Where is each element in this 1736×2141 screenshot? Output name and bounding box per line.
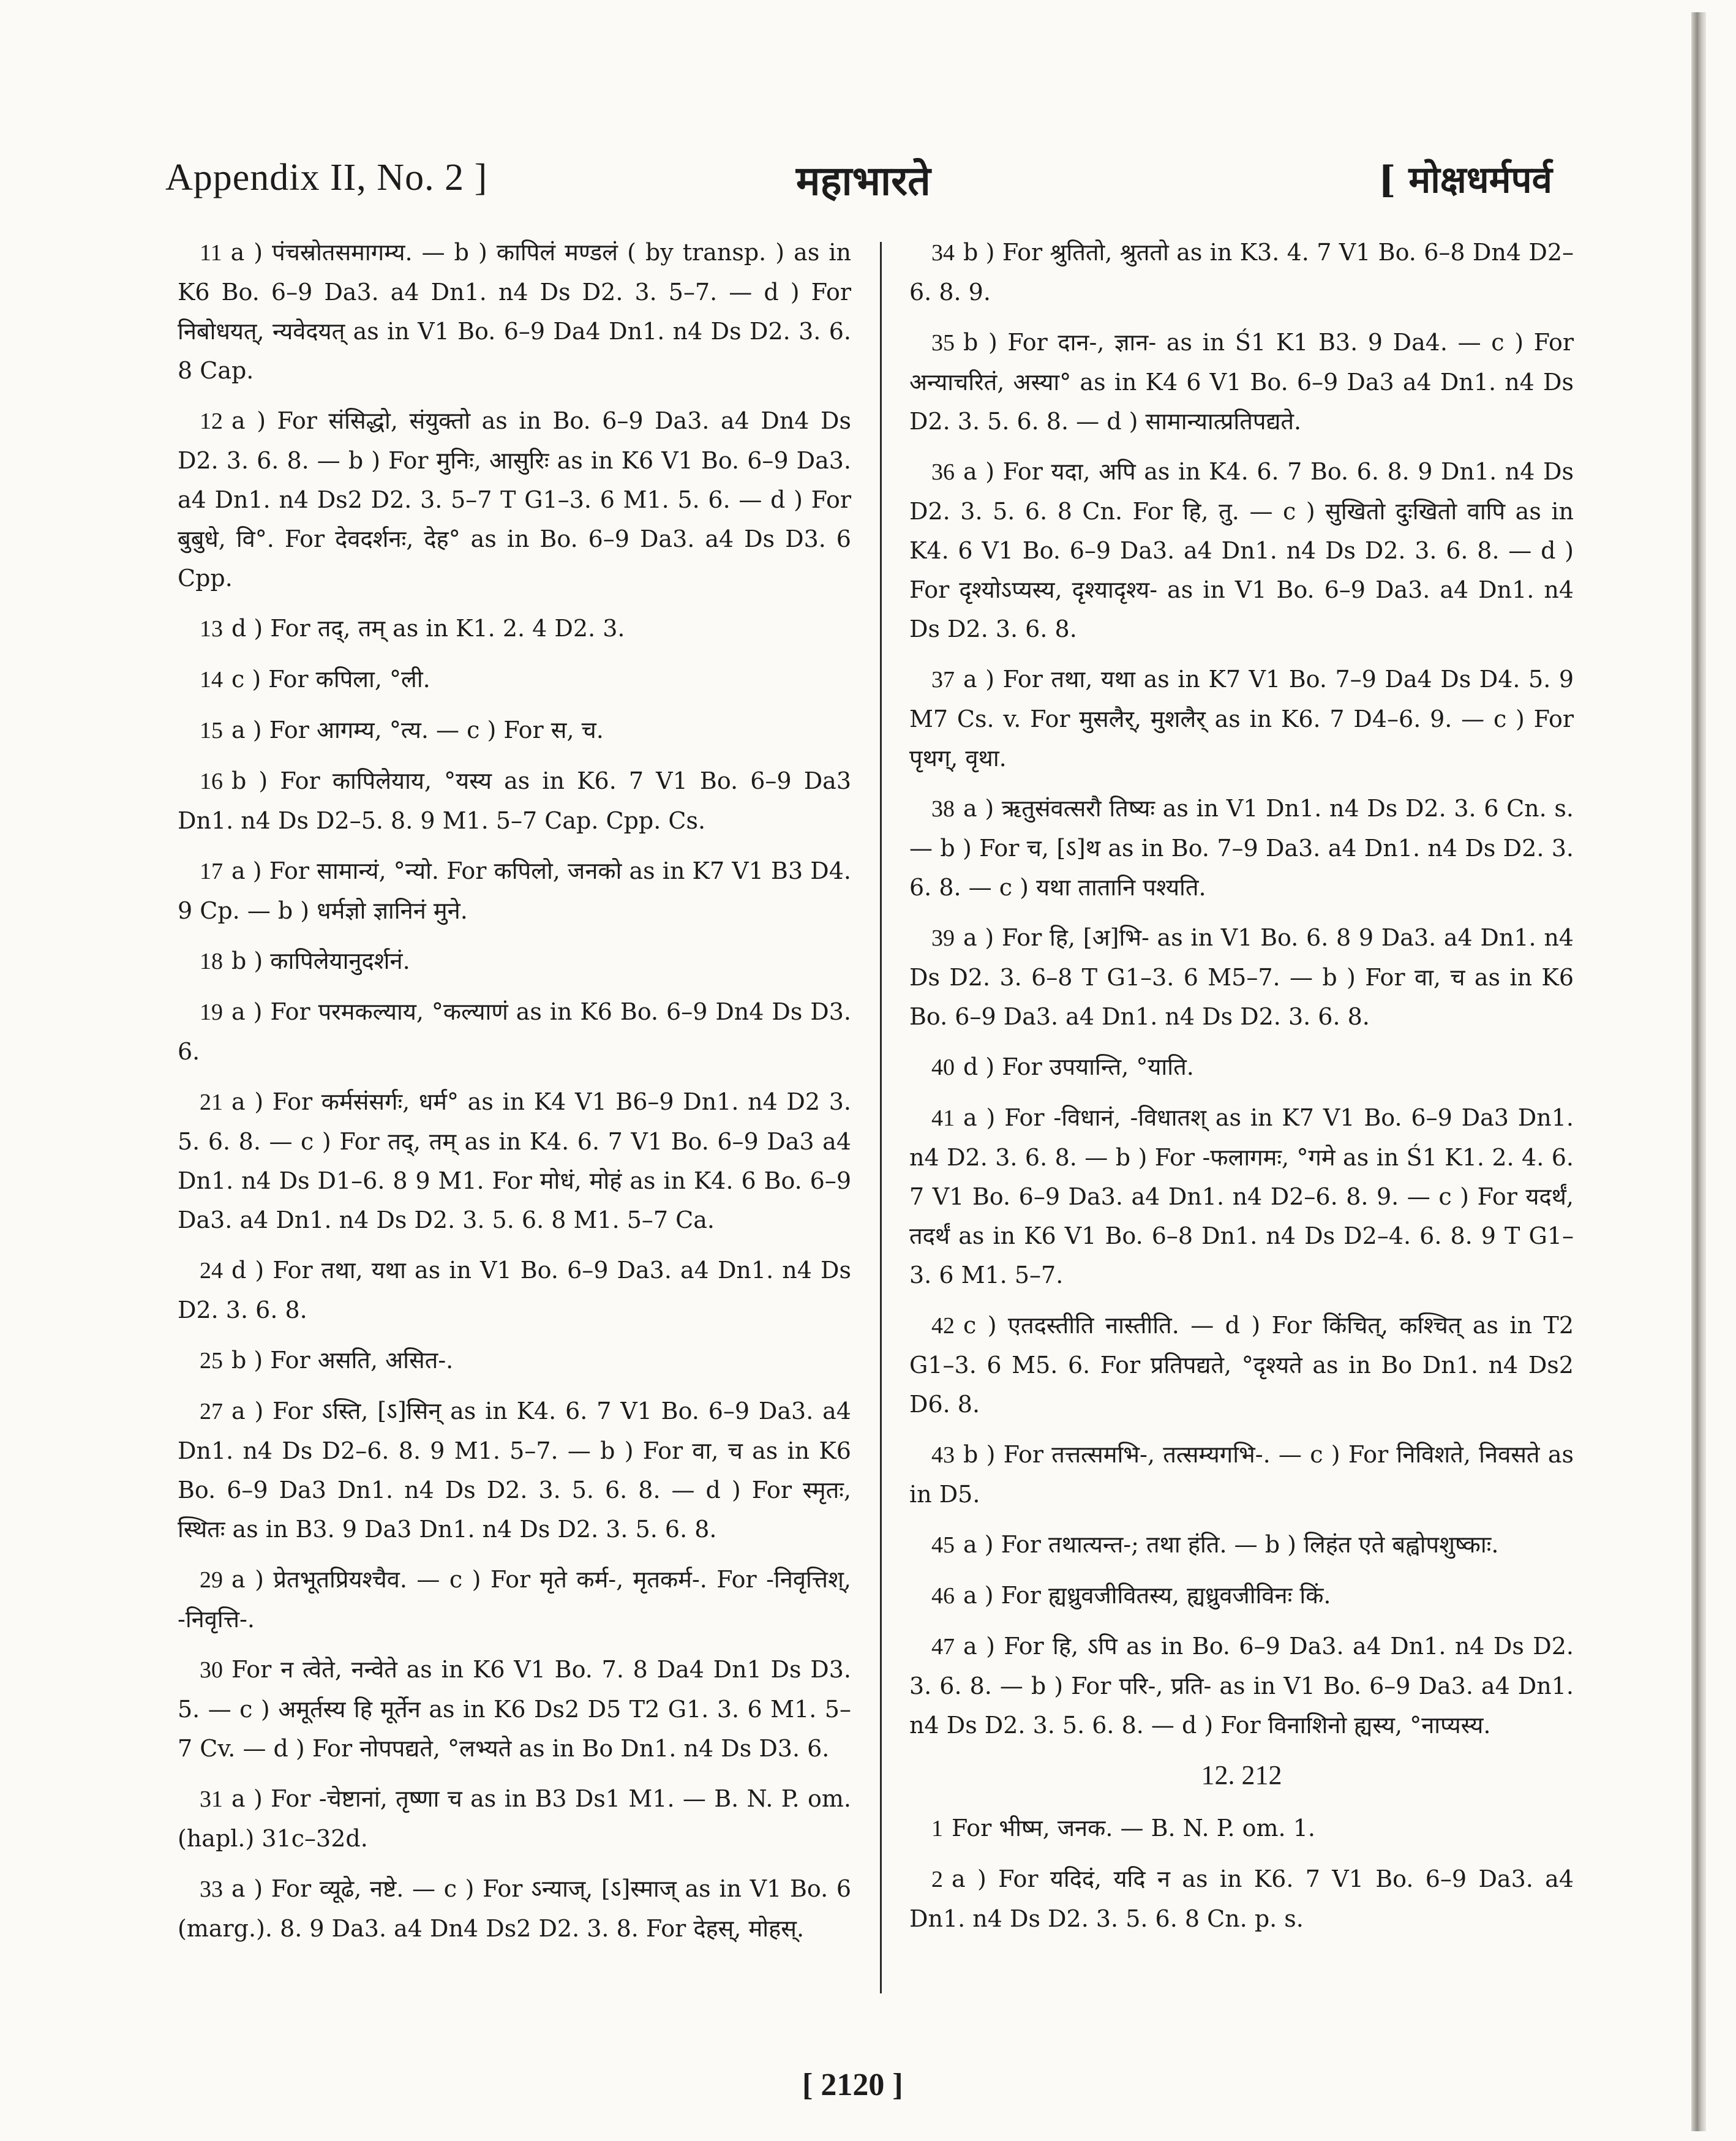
note-entry (178, 1391, 851, 1549)
variant-note: a ) For यदा, अपि as in K4. 6. 7 Bo. 6. 8. 9 Dn1. n4 Ds D2. 3. 5. 6. 8 Cn. For हि, तु. — c ) सुखितो दुःखितो वापि as in K4. 6 V1 Bo. 6–9 Da3. a4 Dn1. n4 Ds D2. 3. 6. 8. — d ) For दृश्योऽप्यस्य, दृश्यादृश्य- as in V1 Bo. 6–9 Da3. a4 Dn1. n4 Ds D2. 3. 6. 8. (909, 458, 1574, 642)
note-entry (178, 1082, 851, 1240)
verse-number: 17 (200, 859, 223, 884)
variant-note: b ) For असति, असित-. (231, 1347, 454, 1374)
verse-number: 13 (200, 616, 223, 642)
note-entry (178, 609, 851, 649)
section-heading: 12. 212 (1201, 1760, 1282, 1790)
note-entry (178, 1341, 851, 1380)
verse-number: 1 (931, 1816, 943, 1842)
note-entry (178, 1650, 851, 1768)
variant-note: a ) For यदिदं, यदि न as in K6. 7 V1 Bo. 6–9 Da3. a4 Dn1. n4 Ds D2. 3. 5. 6. 8 Cn. p. s. (909, 1865, 1574, 1932)
variant-note: a ) For आगम्य, °त्य. — c ) For स, च. (231, 717, 604, 743)
note-entry (909, 1525, 1574, 1565)
note-entry (909, 1047, 1574, 1087)
variant-note: a ) For हि, ऽपि as in Bo. 6–9 Da3. a4 Dn1. n4 Ds D2. 3. 6. 8. — b ) For परि-, प्रति- as in V1 Bo. 6–9 Da3. a4 Dn1. n4 Ds D2. 3. 5. 6. 8. — d ) For विनाशिनो ह्यस्य, °नाप्यस्य. (909, 1633, 1574, 1739)
verse-number: 41 (931, 1105, 955, 1131)
note-entry (178, 992, 851, 1071)
running-head-left: Appendix II, No. 2 ] (165, 157, 488, 198)
variant-note: a ) For तथात्यन्त-; तथा हंति. — b ) लिहंत एते बह्वोपशुष्काः. (963, 1531, 1499, 1558)
left-column (178, 233, 851, 1959)
variant-note: b ) For तत्तत्समभि-, तत्सम्यगभि-. — c ) For निविशते, निवसते as in D5. (909, 1441, 1574, 1508)
page-number: [ 2120 ] (802, 2068, 903, 2102)
note-entry (909, 1306, 1574, 1424)
verse-number: 42 (931, 1313, 955, 1339)
verse-number: 14 (200, 667, 223, 693)
variant-note: a ) For -विधानं, -विधातश् as in K7 V1 Bo. 6–9 Da3 Dn1. n4 D2. 3. 6. 8. — b ) For -फलागमः, °गमे as in Ś1 K1. 2. 4. 6. 7 V1 Bo. 6–9 Da3. a4 Dn1. n4 D2–6. 8. 9. — c ) For यदर्थं, तदर्थं as in K6 V1 Bo. 6–8 Dn1. n4 Ds D2–4. 6. 8. 9 T G1–3. 6 M1. 5–7. (909, 1104, 1574, 1289)
variant-note: For भीष्म, जनक. — B. N. P. om. 1. (952, 1815, 1315, 1842)
variant-note: b ) For श्रुतितो, श्रुततो as in K3. 4. 7 V1 Bo. 6–8 Dn4 D2–6. 8. 9. (909, 239, 1574, 306)
variant-note: b ) For दान-, ज्ञान- as in Ś1 K1 B3. 9 Da4. — c ) For अन्याचरितं, अस्या° as in K4 6 V1 Bo. 6–9 Da3 a4 Dn1. n4 Ds D2. 3. 5. 6. 8. — d ) सामान्यात्प्रतिपद्यते. (909, 329, 1574, 435)
verse-number: 45 (931, 1532, 955, 1558)
note-entry (178, 761, 851, 840)
verse-number: 11 (200, 240, 222, 266)
variant-note: b ) For कापिलेयाय, °यस्य as in K6. 7 V1 Bo. 6–9 Da3 Dn1. n4 Ds D2–5. 8. 9 M1. 5–7 Cap. Cpp. Cs. (178, 767, 851, 834)
verse-number: 35 (931, 330, 955, 356)
note-entry (909, 1627, 1574, 1745)
variant-note: a ) For हि, [अ]भि- as in V1 Bo. 6. 8 9 Da3. a4 Dn1. n4 Ds D2. 3. 6–8 T G1–3. 6 M5–7. — b ) For वा, च as in K6 Bo. 6–9 Da3. a4 Dn1. n4 Ds D2. 3. 6. 8. (909, 924, 1574, 1030)
running-head-right: [ मोक्षधर्मपर्व (1378, 159, 1552, 201)
variant-note: a ) For कर्मसंसर्गः, धर्म° as in K4 V1 B6–9 Dn1. n4 D2 3. 5. 6. 8. — c ) For तद्, तम् as in K4. 6. 7 V1 Bo. 6–9 Da3 a4 Dn1. n4 Ds D1–6. 8 9 M1. For मोधं, मोहं as in K4. 6 Bo. 6–9 Da3. a4 Dn1. n4 Ds D2. 3. 5. 6. 8 M1. 5–7 Ca. (178, 1088, 851, 1233)
verse-number: 46 (931, 1583, 955, 1609)
note-entry (178, 1779, 851, 1858)
variant-note: a ) प्रेतभूतप्रियश्चैव. — c ) For मृते कर्म-, मृतकर्म-. For -निवृत्तिश्, -निवृत्ति-. (178, 1566, 851, 1633)
variant-note: a ) For ह्यध्रुवजीवितस्य, ह्यध्रुवजीविनः किं. (963, 1582, 1331, 1609)
note-entry (178, 660, 851, 699)
note-entry (909, 1808, 1574, 1848)
verse-number: 19 (200, 999, 223, 1025)
note-entry (909, 1859, 1574, 1938)
variant-note: a ) For -चेष्टानां, तृष्णा च as in B3 Ds1 M1. — B. N. P. om. (hapl.) 31c–32d. (178, 1785, 851, 1852)
note-entry (909, 233, 1574, 312)
variant-note: a ) पंचस्रोतसमागम्य. — b ) कापिलं मण्डलं ( by transp. ) as in K6 Bo. 6–9 Da3. a4 Dn1. n4 Ds D2. 3. 5–7. — d ) For निबोधयत्, न्यवेदयत् as in V1 Bo. 6–9 Da4 Dn1. n4 Ds D2. 3. 6. 8 Cap. (178, 239, 851, 384)
verse-number: 43 (931, 1442, 955, 1468)
verse-number: 27 (200, 1399, 223, 1424)
verse-number: 24 (200, 1258, 223, 1284)
verse-number: 47 (931, 1634, 955, 1660)
verse-number: 30 (200, 1657, 223, 1683)
variant-note: d ) For तद्, तम् as in K1. 2. 4 D2. 3. (231, 615, 625, 642)
verse-number: 40 (931, 1055, 955, 1080)
variant-note: c ) एतदस्तीति नास्तीति. — d ) For किंचित्, कश्चित् as in T2 G1–3. 6 M5. 6. For प्रतिपद्यते, °दृश्यते as in Bo Dn1. n4 Ds2 D6. 8. (909, 1312, 1574, 1418)
book-binding-edge (1691, 12, 1706, 2131)
column-divider (880, 242, 882, 1993)
variant-note: b ) कापिलेयानुदर्शनं. (231, 947, 410, 974)
verse-number: 38 (931, 796, 955, 822)
variant-note: a ) For परमकल्याय, °कल्याणं as in K6 Bo. 6–9 Dn4 Ds D3. 6. (178, 998, 851, 1065)
note-entry (909, 1098, 1574, 1295)
note-entry (178, 1251, 851, 1330)
verse-number: 37 (931, 667, 955, 693)
verse-number: 39 (931, 925, 955, 951)
note-entry (909, 452, 1574, 649)
variant-note: a ) For संसिद्धो, संयुक्तो as in Bo. 6–9 Da3. a4 Dn4 Ds D2. 3. 6. 8. — b ) For मुनिः, आसुरिः as in K6 V1 Bo. 6–9 Da3. a4 Dn1. n4 Ds2 D2. 3. 5–7 T G1–3. 6 M1. 5. 6. — d ) For बुबुधे, वि°. For देवदर्शनः, देह° as in Bo. 6–9 Da3. a4 Ds D3. 6 Cpp. (178, 407, 851, 592)
verse-number: 15 (200, 718, 223, 743)
verse-number: 21 (200, 1089, 223, 1115)
note-entry (178, 941, 851, 981)
verse-number: 25 (200, 1348, 223, 1374)
verse-number: 18 (200, 949, 223, 974)
verse-number: 33 (200, 1876, 223, 1902)
verse-number: 34 (931, 240, 955, 266)
verse-number: 12 (200, 408, 223, 434)
variant-note: a ) For ऽस्ति, [ऽ]सिन् as in K4. 6. 7 V1 Bo. 6–9 Da3. a4 Dn1. n4 Ds D2–6. 8. 9 M1. 5–7. — b ) For वा, च as in K6 Bo. 6–9 Da3 Dn1. n4 Ds D2. 3. 5. 6. 8. — d ) For स्मृतः, स्थितः as in B3. 9 Da3 Dn1. n4 Ds D2. 3. 5. 6. 8. (178, 1398, 851, 1543)
note-entry (178, 1560, 851, 1639)
note-entry (178, 401, 851, 598)
note-entry (909, 918, 1574, 1036)
variant-note: d ) For तथा, यथा as in V1 Bo. 6–9 Da3. a4 Dn1. n4 Ds D2. 3. 6. 8. (178, 1257, 851, 1323)
note-entry (178, 710, 851, 750)
verse-number: 29 (200, 1567, 223, 1593)
variant-note: d ) For उपयान्ति, °याति. (963, 1053, 1194, 1080)
note-entry (178, 233, 851, 390)
verse-number: 2 (931, 1867, 943, 1892)
variant-note: a ) For तथा, यथा as in K7 V1 Bo. 7–9 Da4 Ds D4. 5. 9 M7 Cs. v. For मुसलैर्, मुशलैर् as in K6. 7 D4–6. 9. — c ) For पृथग्, वृथा. (909, 666, 1574, 772)
note-entry (178, 851, 851, 930)
verse-number: 36 (931, 459, 955, 485)
verse-number: 16 (200, 769, 223, 794)
variant-note: For न त्वेते, नन्वेते as in K6 V1 Bo. 7. 8 Da4 Dn1 Ds D3. 5. — c ) अमूर्तस्य हि मूर्तेन as in K6 Ds2 D5 T2 G1. 3. 6 M1. 5–7 Cv. — d ) For नोपपद्यते, °लभ्यते as in Bo Dn1. n4 Ds D3. 6. (178, 1656, 851, 1762)
note-entry (909, 323, 1574, 441)
variant-note: a ) For सामान्यं, °न्यो. For कपिलो, जनको as in K7 V1 B3 D4. 9 Cp. — b ) धर्मज्ञो ज्ञानिनं मुने. (178, 857, 851, 924)
note-entry (178, 1869, 851, 1948)
note-entry (909, 1576, 1574, 1616)
note-entry (909, 789, 1574, 907)
running-head-title: महाभारते (796, 157, 931, 205)
right-column (909, 233, 1574, 1949)
variant-note: c ) For कपिला, °ली. (231, 666, 430, 693)
note-entry (909, 660, 1574, 778)
note-entry (909, 1435, 1574, 1514)
verse-number: 31 (200, 1786, 223, 1812)
variant-note: a ) ऋतुसंवत्सरौ तिष्यः as in V1 Dn1. n4 Ds D2. 3. 6 Cn. s. — b ) For च, [ऽ]थ as in Bo. 7–9 Da3. a4 Dn1. n4 Ds D2. 3. 6. 8. — c ) यथा तातानि पश्यति. (909, 795, 1574, 901)
variant-note: a ) For व्यूढे, नष्टे. — c ) For ऽन्याज्, [ऽ]स्माज् as in V1 Bo. 6 (marg.). 8. 9 Da3. a4 Dn4 Ds2 D2. 3. 8. For देहस्, मोहस्. (178, 1875, 851, 1942)
